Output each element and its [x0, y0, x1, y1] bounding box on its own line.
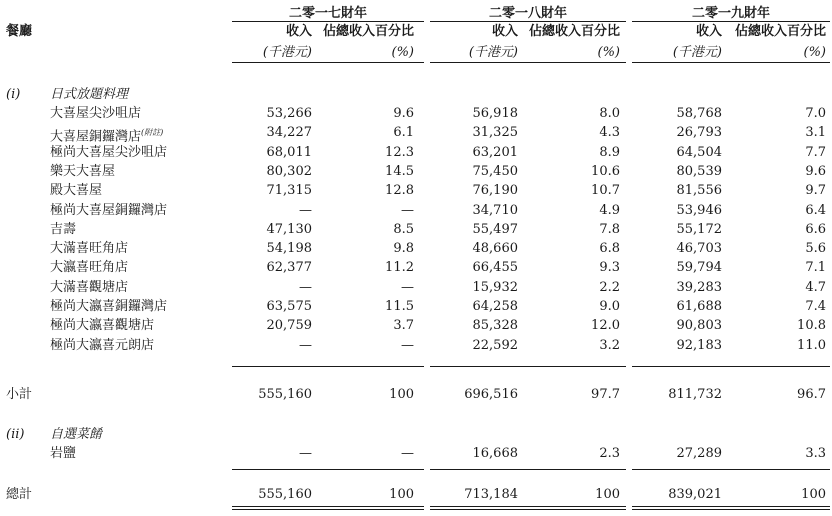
cell-pct-2019: 6.6: [805, 221, 826, 237]
cell-pct-2018: 2.2: [599, 279, 620, 295]
subtotal-rule-2018: [430, 366, 626, 367]
cell-revenue-2018: 55,497: [472, 221, 518, 237]
pct-unit-2019: (%): [803, 45, 826, 60]
revenue-header-2018: 收入: [491, 24, 518, 39]
cell-pct-2018: 7.8: [599, 221, 620, 237]
restaurant-name: 極尚大瀛喜觀塘店: [50, 318, 155, 334]
cell-revenue-2018: 76,190: [472, 183, 518, 199]
restaurant-name: 極尚大瀛喜元朗店: [50, 337, 155, 353]
cell-pct-2017: —: [401, 279, 414, 295]
restaurant-name: 大喜屋銅鑼灣店$^{(附註)}$: [50, 128, 164, 145]
cell-revenue-2017: 20,759: [266, 318, 312, 334]
cell-revenue-2019: 80,539: [676, 163, 722, 179]
cell-pct-2017: —: [401, 337, 414, 353]
cell-revenue-2019: 839,021: [668, 487, 722, 502]
cell-pct-2018: 2.3: [599, 446, 620, 461]
restaurant-name: 樂天大喜屋: [50, 163, 116, 179]
cell-revenue-2019: 27,289: [676, 446, 722, 461]
cell-revenue-2018: 63,201: [472, 144, 518, 160]
cell-revenue-2017: 47,130: [266, 221, 312, 237]
restaurant-name: 大喜屋尖沙咀店: [50, 106, 142, 121]
cell-pct-2019: 96.7: [797, 387, 826, 402]
cell-pct-2017: 3.7: [393, 318, 414, 334]
cell-pct-2019: 100: [801, 487, 826, 502]
cell-revenue-2019: 59,794: [676, 260, 722, 276]
revenue-header-2017: 收入: [285, 24, 312, 39]
restaurant-column-header: 餐廳: [6, 24, 33, 39]
pct-header-2019: 佔總收入百分比: [734, 24, 826, 39]
cell-pct-2017: 9.8: [393, 241, 414, 257]
pct-unit-2018: (%): [597, 45, 620, 60]
cell-revenue-2018: 713,184: [464, 487, 518, 502]
cell-pct-2019: 7.4: [805, 299, 826, 314]
cell-pct-2018: 9.3: [599, 260, 620, 276]
restaurant-name: 大滿喜旺角店: [50, 241, 129, 257]
cell-pct-2019: 11.0: [797, 337, 826, 353]
restaurant-name: 大瀛喜旺角店: [50, 260, 129, 276]
cell-pct-2019: 4.7: [805, 279, 826, 295]
year-header-2017: 二零一七財年: [288, 6, 367, 21]
cell-pct-2018: 6.8: [599, 241, 620, 257]
cell-revenue-2018: 75,450: [472, 163, 518, 179]
cell-pct-2017: 12.8: [385, 183, 414, 199]
cell-pct-2018: 12.0: [591, 318, 620, 334]
cell-revenue-2019: 39,283: [676, 279, 722, 295]
cell-revenue-2017: 555,160: [258, 487, 312, 502]
cell-pct-2018: 10.7: [591, 183, 620, 199]
cell-revenue-2018: 34,710: [472, 202, 518, 218]
cell-revenue-2019: 53,946: [676, 202, 722, 218]
section-i-title: 日式放題料理: [50, 87, 129, 102]
cell-revenue-2019: 811,732: [668, 387, 722, 402]
cell-pct-2018: 8.9: [599, 144, 620, 160]
cell-pct-2017: 100: [389, 487, 414, 502]
total-label: 總計: [6, 487, 33, 502]
restaurant-name: 吉壽: [50, 221, 77, 237]
cell-revenue-2019: 26,793: [676, 125, 722, 141]
cell-revenue-2019: 90,803: [676, 318, 722, 334]
cell-revenue-2017: —: [299, 202, 312, 218]
unit-2017: (千港元): [262, 45, 312, 60]
cell-pct-2017: 11.2: [385, 260, 414, 276]
cell-pct-2019: 10.8: [797, 318, 826, 334]
cell-pct-2018: 9.0: [599, 299, 620, 314]
cell-pct-2018: 100: [595, 487, 620, 502]
cell-revenue-2018: 22,592: [472, 337, 518, 353]
header-rule-2017: [232, 62, 424, 63]
cell-pct-2018: 3.2: [599, 337, 620, 353]
cell-revenue-2018: 85,328: [472, 318, 518, 334]
total-double-rule-2019: [632, 506, 830, 510]
unit-2018: (千港元): [468, 45, 518, 60]
cell-revenue-2017: 62,377: [266, 260, 312, 276]
cell-revenue-2019: 92,183: [676, 337, 722, 353]
cell-revenue-2017: 71,315: [266, 183, 312, 199]
cell-pct-2017: —: [401, 446, 414, 461]
cell-pct-2019: 7.7: [805, 144, 826, 160]
header-rule-2018: [430, 62, 626, 63]
subtotal-label: 小計: [6, 387, 33, 402]
cell-revenue-2017: 54,198: [266, 241, 312, 257]
total-rule-2018: [430, 469, 626, 470]
cell-revenue-2019: 81,556: [676, 183, 722, 199]
cell-revenue-2018: 31,325: [472, 125, 518, 141]
cell-revenue-2017: 80,302: [266, 163, 312, 179]
cell-revenue-2017: 34,227: [266, 125, 312, 141]
year-header-2019: 二零一九財年: [691, 6, 770, 21]
cell-pct-2019: 7.0: [805, 106, 826, 121]
cell-revenue-2017: 555,160: [258, 387, 312, 402]
section-ii-title: 自選菜餚: [50, 427, 103, 442]
cell-pct-2018: 10.6: [591, 163, 620, 179]
cell-pct-2019: 6.4: [805, 202, 826, 218]
cell-revenue-2017: 53,266: [266, 106, 312, 121]
cell-revenue-2019: 46,703: [676, 241, 722, 257]
cell-pct-2018: 8.0: [599, 106, 620, 121]
cell-revenue-2018: 48,660: [472, 241, 518, 257]
cell-revenue-2018: 66,455: [472, 260, 518, 276]
cell-pct-2018: 97.7: [591, 387, 620, 402]
note-reference: (附註): [141, 128, 164, 138]
cell-pct-2017: 9.6: [393, 106, 414, 121]
cell-revenue-2017: —: [299, 446, 312, 461]
unit-2019: (千港元): [672, 45, 722, 60]
cell-pct-2017: 6.1: [393, 125, 414, 141]
year-rule-2017: [232, 21, 424, 22]
restaurant-name: 極尚大喜屋銅鑼灣店: [50, 202, 168, 218]
cell-revenue-2018: 15,932: [472, 279, 518, 295]
restaurant-name: 殿大喜屋: [50, 183, 103, 199]
total-rule-2017: [232, 469, 424, 470]
total-double-rule-2018: [430, 506, 626, 510]
cell-revenue-2017: —: [299, 337, 312, 353]
cell-revenue-2019: 58,768: [676, 106, 722, 121]
cell-pct-2017: —: [401, 202, 414, 218]
restaurant-name: 極尚大瀛喜銅鑼灣店: [50, 299, 168, 314]
cell-revenue-2019: 64,504: [676, 144, 722, 160]
pct-header-2018: 佔總收入百分比: [528, 24, 620, 39]
cell-revenue-2018: 16,668: [472, 446, 518, 461]
cell-pct-2019: 3.1: [805, 125, 826, 141]
revenue-header-2019: 收入: [695, 24, 722, 39]
header-rule-2019: [632, 62, 830, 63]
cell-pct-2017: 14.5: [385, 163, 414, 179]
cell-pct-2017: 11.5: [385, 299, 414, 314]
year-rule-2019: [632, 21, 830, 22]
subtotal-rule-2017: [232, 366, 424, 367]
cell-revenue-2018: 56,918: [472, 106, 518, 121]
restaurant-name: 極尚大喜屋尖沙咀店: [50, 144, 168, 160]
cell-revenue-2018: 696,516: [464, 387, 518, 402]
total-rule-2019: [632, 469, 830, 470]
cell-pct-2017: 12.3: [385, 144, 414, 160]
cell-pct-2019: 9.6: [805, 163, 826, 179]
cell-pct-2019: 9.7: [805, 183, 826, 199]
pct-unit-2017: (%): [391, 45, 414, 60]
cell-revenue-2019: 55,172: [676, 221, 722, 237]
cell-pct-2018: 4.9: [599, 202, 620, 218]
cell-revenue-2017: 68,011: [266, 144, 312, 160]
year-header-2018: 二零一八財年: [488, 6, 567, 21]
cell-pct-2019: 3.3: [805, 446, 826, 461]
pct-header-2017: 佔總收入百分比: [322, 24, 414, 39]
section-ii-index: (ii): [6, 427, 25, 442]
total-double-rule-2017: [232, 506, 424, 510]
cell-pct-2017: 8.5: [393, 221, 414, 237]
restaurant-name: 大滿喜觀塘店: [50, 279, 129, 295]
cell-pct-2017: 100: [389, 387, 414, 402]
year-rule-2018: [430, 21, 626, 22]
cell-revenue-2018: 64,258: [472, 299, 518, 314]
dish-name: 岩鹽: [50, 446, 77, 461]
cell-pct-2019: 7.1: [805, 260, 826, 276]
cell-revenue-2017: 63,575: [266, 299, 312, 314]
section-i-index: (i): [6, 87, 21, 102]
cell-revenue-2019: 61,688: [676, 299, 722, 314]
cell-revenue-2017: —: [299, 279, 312, 295]
subtotal-rule-2019: [632, 366, 830, 367]
cell-pct-2018: 4.3: [599, 125, 620, 141]
cell-pct-2019: 5.6: [805, 241, 826, 257]
